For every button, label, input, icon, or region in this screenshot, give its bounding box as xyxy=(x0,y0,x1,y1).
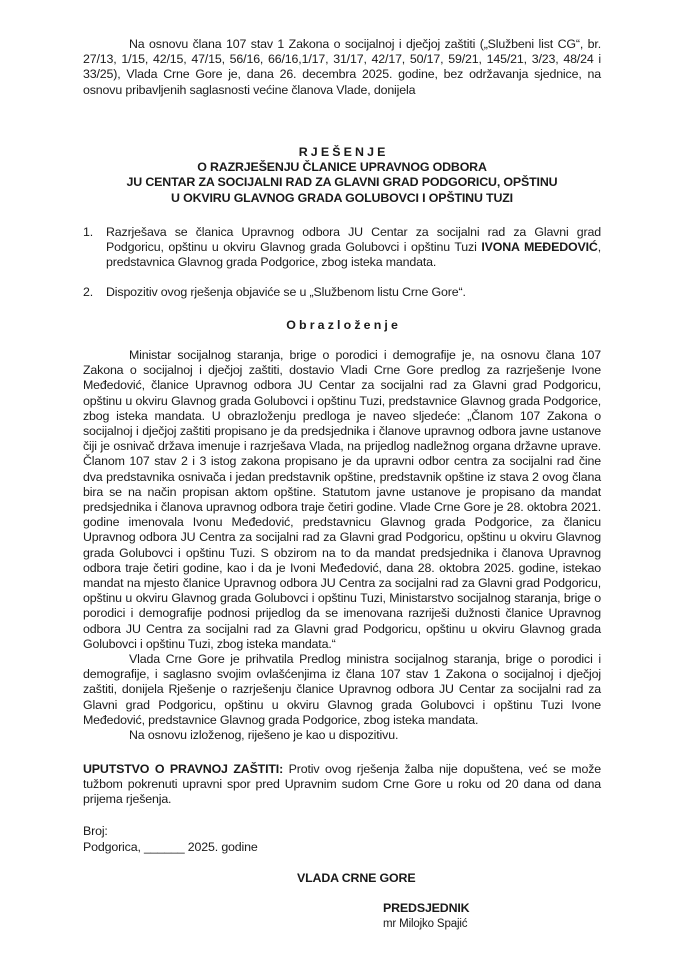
operative-items xyxy=(83,225,601,300)
item-text: Dispozitiv ovog rješenja objaviće se u „Službenom listu Crne Gore“. xyxy=(106,284,466,299)
legal-remedy xyxy=(83,762,601,808)
explanation-paragraph: Na osnovu izloženog, riješeno je kao u dispozitivu. xyxy=(129,728,399,743)
legal-remedy-text: Protiv ovog rješenja žalba nije dopuštena, već se može tužbom pokrenuti upravni spor pred Upravnim sudom Crne Gore u roku od 20 dana od dana prijema rješenja. xyxy=(83,762,601,807)
title-line-3: JU CENTAR ZA SOCIJALNI RAD ZA GLAVNI GRAD PODGORICU, OPŠTINU xyxy=(126,175,558,190)
title-line-1: R J E Š E N J E xyxy=(298,145,386,159)
person-name: IVONA MEĐEDOVIĆ xyxy=(481,240,598,255)
place-date: Podgorica, ______ 2025. godine xyxy=(83,840,258,854)
item-text: , predstavnica Glavnog grada Podgorice, zbog isteka mandata. xyxy=(106,240,601,270)
signatory-name: mr Milojko Spajić xyxy=(383,918,468,930)
legal-remedy-label: UPUTSTVO O PRAVNOJ ZAŠTITI: xyxy=(83,762,284,776)
item-text: Razrješava se članica Upravnog odbora JU Centar za socijalni rad za Glavni grad Podgoricu, opštinu u okviru Glavnog grada Golubovci i opštinu Tuzi xyxy=(106,225,601,255)
explanation-paragraph: Ministar socijalnog staranja, brige o porodici i demografije je, na osnovu člana 107 Zakona o socijalnoj i dječjoj zaštiti, dostavio Vladi Crne Gore predlog za razrješenje Ivone Međedović, članice Upravnog odbora JU Centar za socijalni rad za Glavni grad Podgoricu, opštinu u okviru Glavnog grada Golubovci i opštinu Tuzi, predstavnice Glavnog grada Podgorice, zbog isteka mandata. U obrazloženju predloga je naveo sljedeće: „Članom 107 Zakona o socijalnoj i dječjoj zaštiti propisano je da predsjednika i članove upravnog odbora javne ustanove čiji je osnivač država imenuje i razrješava Vlada, na prijedlog nadležnog organa državne uprave. Članom 107 stav 2 i 3 istog zakona propisano je da upravni odbor centra za socijalni rad čine dva predstavnika osnivača i jedan predstavnik opštine, predstavnik opštine iz stava 2 ovog člana bira se na način propisan aktom opštine. Statutom javne ustanove je propisano da mandat predsjednika i članova upravnog odbora traje četiri godine. Vlade Crne Gore je 28. oktobra 2021. godine imenovala Ivonu Međedović, predstavnicu Glavnog grada Podgorice, za članicu Upravnog odbora JU Centra za socijalni rad za Glavni grad Podgoricu, opštinu u okviru Glavnog grada Golubovci i opštinu Tuzi. S obzirom na to da mandat predsjednika i članova Upravnog odbora traje četiri godine, kao i da je Ivoni Međedović, dana 28. oktobra 2025. godine, istekao mandat na mjesto članice Upravnog odbora JU Centra za socijalni rad za Glavni grad Podgoricu, opštinu u okviru Glavnog grada Golubovci i opštinu Tuzi, Ministarstvo socijalnog staranja, brige o porodici i demografije podnosi prijedlog da se imenovana razriješi dužnosti članice Upravnog odbora JU Centra za socijalni rad za Glavni grad Podgoricu, opštinu u okviru Glavnog grada Golubovci i opštinu Tuzi, zbog isteka mandata.“ xyxy=(83,348,601,651)
title-line-2: O RAZRJEŠENJU ČLANICE UPRAVNOG ODBORA xyxy=(197,160,487,175)
signatory-title: PREDSJEDNIK xyxy=(383,901,470,915)
item-number: 2. xyxy=(83,284,94,299)
explanation-paragraph: Vlada Crne Gore je prihvatila Predlog ministra socijalnog staranja, brige o porodici i demografije, i saglasno svojim ovlašćenjima iz člana 107 stav 1 Zakona o socijalnoj i dječjoj zaštiti, donijela Rješenje o razrješenju članice Upravnog odbora JU Centar za socijalni rad za Glavni grad Podgoricu, opštinu u okviru Glavnog grada Golubovci i opštinu Tuzi Ivone Međedović, predstavnice Glavnog grada Podgorice, zbog isteka mandata. xyxy=(83,652,601,727)
operative-item-1 xyxy=(83,225,601,271)
preamble: Na osnovu člana 107 stav 1 Zakona o socijalnoj i dječjoj zaštiti („Službeni list CG“, br. 27/13, 1/15, 42/15, 47/15, 56/16, 66/16,1/17, 31/17, 42/17, 50/17, 59/21, 145/21, 3/23, 48/24 i 33/25), Vlada Crne Gore je, dana 26. decembra 2025. godine, bez održavanja sjednice, na osnovu pribavljenih saglasnosti većine članova Vlade, donijela xyxy=(83,37,601,97)
title-line-4: U OKVIRU GLAVNOG GRADA GOLUBOVCI I OPŠTINU TUZI xyxy=(171,190,513,205)
item-number: 1. xyxy=(83,225,94,239)
government-name: VLADA CRNE GORE xyxy=(297,871,416,885)
explanation xyxy=(83,348,601,743)
document-number: Broj: xyxy=(83,824,108,838)
explanation-heading: O b r a z l o ž e n j e xyxy=(286,318,398,332)
decision-title xyxy=(83,145,601,206)
operative-item-2 xyxy=(83,285,601,300)
